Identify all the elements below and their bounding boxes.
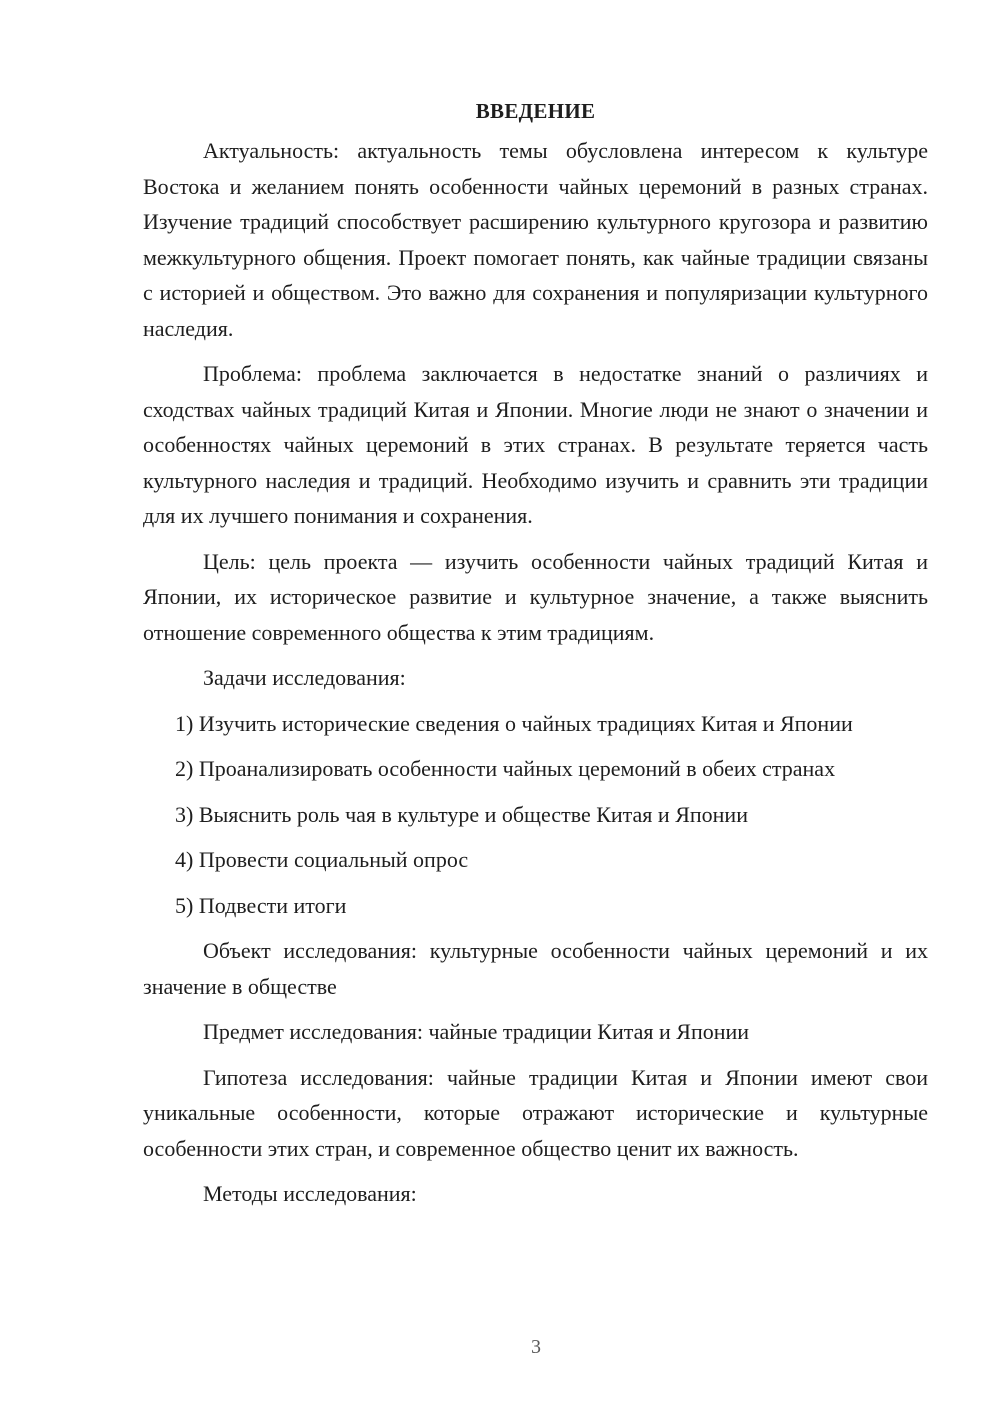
task-item: 1) Изучить исторические сведения о чайных традициях Китая и Японии — [175, 710, 853, 736]
object-paragraph: Объект исследования: культурные особенности чайных церемоний и их значение в обществе — [143, 938, 928, 999]
problem-paragraph: Проблема: проблема заключается в недостатке знаний о различиях и сходствах чайных традиций Китая и Японии. Многие люди не знают о значении и особенностях чайных церемоний в этих странах. В результате теряется часть культурного наследия и традиций. Необходимо изучить и сравнить эти традиции для их лучшего понимания и сохранения. — [143, 361, 928, 528]
task-item: 5) Подвести итоги — [175, 892, 347, 918]
tasks-heading: Задачи исследования: — [203, 665, 406, 690]
task-item: 2) Проанализировать особенности чайных церемоний в обеих странах — [175, 756, 836, 781]
subject-paragraph: Предмет исследования: чайные традиции Китая и Японии — [203, 1019, 750, 1044]
goal-paragraph: Цель: цель проекта — изучить особенности чайных традиций Китая и Японии, их историческое развитие и культурное значение, а также выяснить отношение современного общества к этим традициям. — [143, 548, 928, 645]
page-number: 3 — [531, 1336, 541, 1358]
relevance-paragraph: Актуальность: актуальность темы обусловлена интересом к культуре Востока и желанием понять особенности чайных церемоний в разных странах. Изучение традиций способствует расширению культурного кругозора и развитию межкультурного общения. Проект помогает понять, как чайные традиции связаны с историей и обществом. Это важно для сохранения и популяризации культурного наследия. — [143, 138, 928, 341]
section-title: ВВЕДЕНИЕ — [475, 99, 596, 123]
page-content — [143, 94, 928, 1222]
methods-heading: Методы исследования: — [203, 1181, 417, 1206]
task-item: 4) Провести социальный опрос — [175, 847, 469, 872]
hypothesis-paragraph: Гипотеза исследования: чайные традиции Китая и Японии имеют свои уникальные особенности, которые отражают исторические и культурные особенности этих стран, и современное общество ценит их важность. — [143, 1064, 928, 1161]
task-item: 3) Выяснить роль чая в культуре и обществе Китая и Японии — [175, 801, 748, 827]
